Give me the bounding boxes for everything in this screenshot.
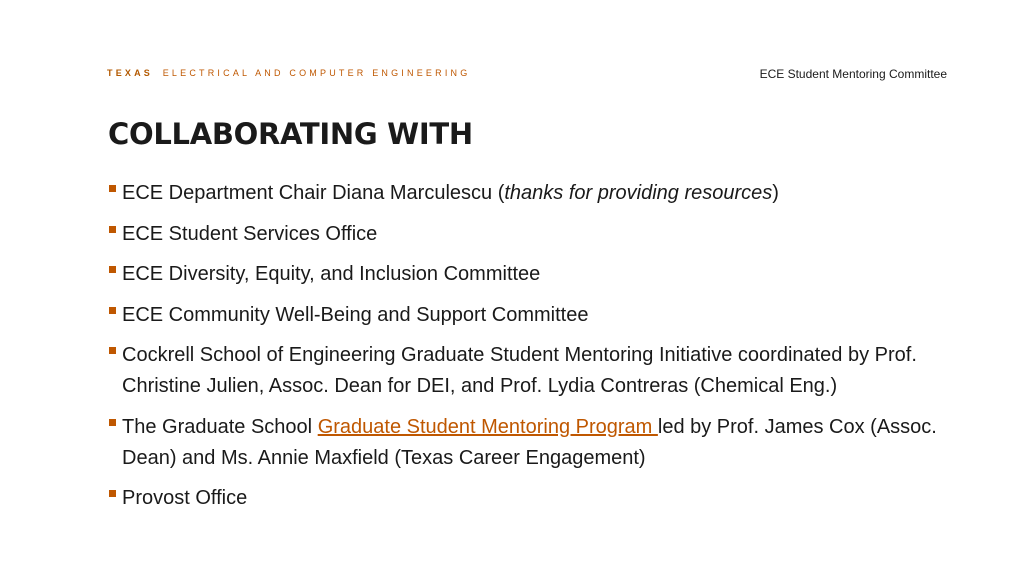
list-item-text-after: led by Prof. James Cox (Assoc. Dean) and Ms. Annie Maxfield (Texas Career Engagement) [122, 415, 937, 469]
brand-department: ELECTRICAL AND COMPUTER ENGINEERING [162, 68, 471, 78]
list-item-dei-committee [108, 259, 938, 290]
list-item-cockrell-initiative [108, 340, 938, 402]
list-item-text-after: ) [772, 182, 779, 204]
collaborator-list [108, 178, 938, 524]
list-item-department-chair [108, 178, 938, 209]
list-item-text: Cockrell School of Engineering Graduate Student Mentoring Initiative coordinated by Prof. Christine Julien, Assoc. Dean for DEI, and Prof. Lydia Contreras (Chemical Eng.) [122, 344, 917, 397]
brand-texas: TEXAS [107, 68, 154, 78]
list-item-text: ECE Diversity, Equity, and Inclusion Committee [122, 263, 541, 285]
list-item-text: The Graduate School [122, 415, 318, 438]
list-item-italic-note: thanks for providing resources [504, 182, 773, 204]
list-item-wellbeing-committee [108, 300, 938, 331]
brand-logo [107, 68, 470, 78]
list-item-provost-office [108, 483, 938, 514]
slide-title: COLLABORATING WITH [108, 117, 473, 151]
mentoring-program-link[interactable]: Graduate Student Mentoring Program [317, 415, 658, 438]
list-item-graduate-school [108, 412, 938, 474]
list-item-text: ECE Department Chair Diana Marculescu ( [122, 182, 505, 204]
list-item-student-services [108, 219, 938, 250]
list-item-text: Provost Office [122, 487, 248, 509]
committee-label: ECE Student Mentoring Committee [759, 67, 947, 81]
list-item-text: ECE Community Well-Being and Support Committee [122, 303, 589, 326]
list-item-text: ECE Student Services Office [122, 222, 378, 245]
